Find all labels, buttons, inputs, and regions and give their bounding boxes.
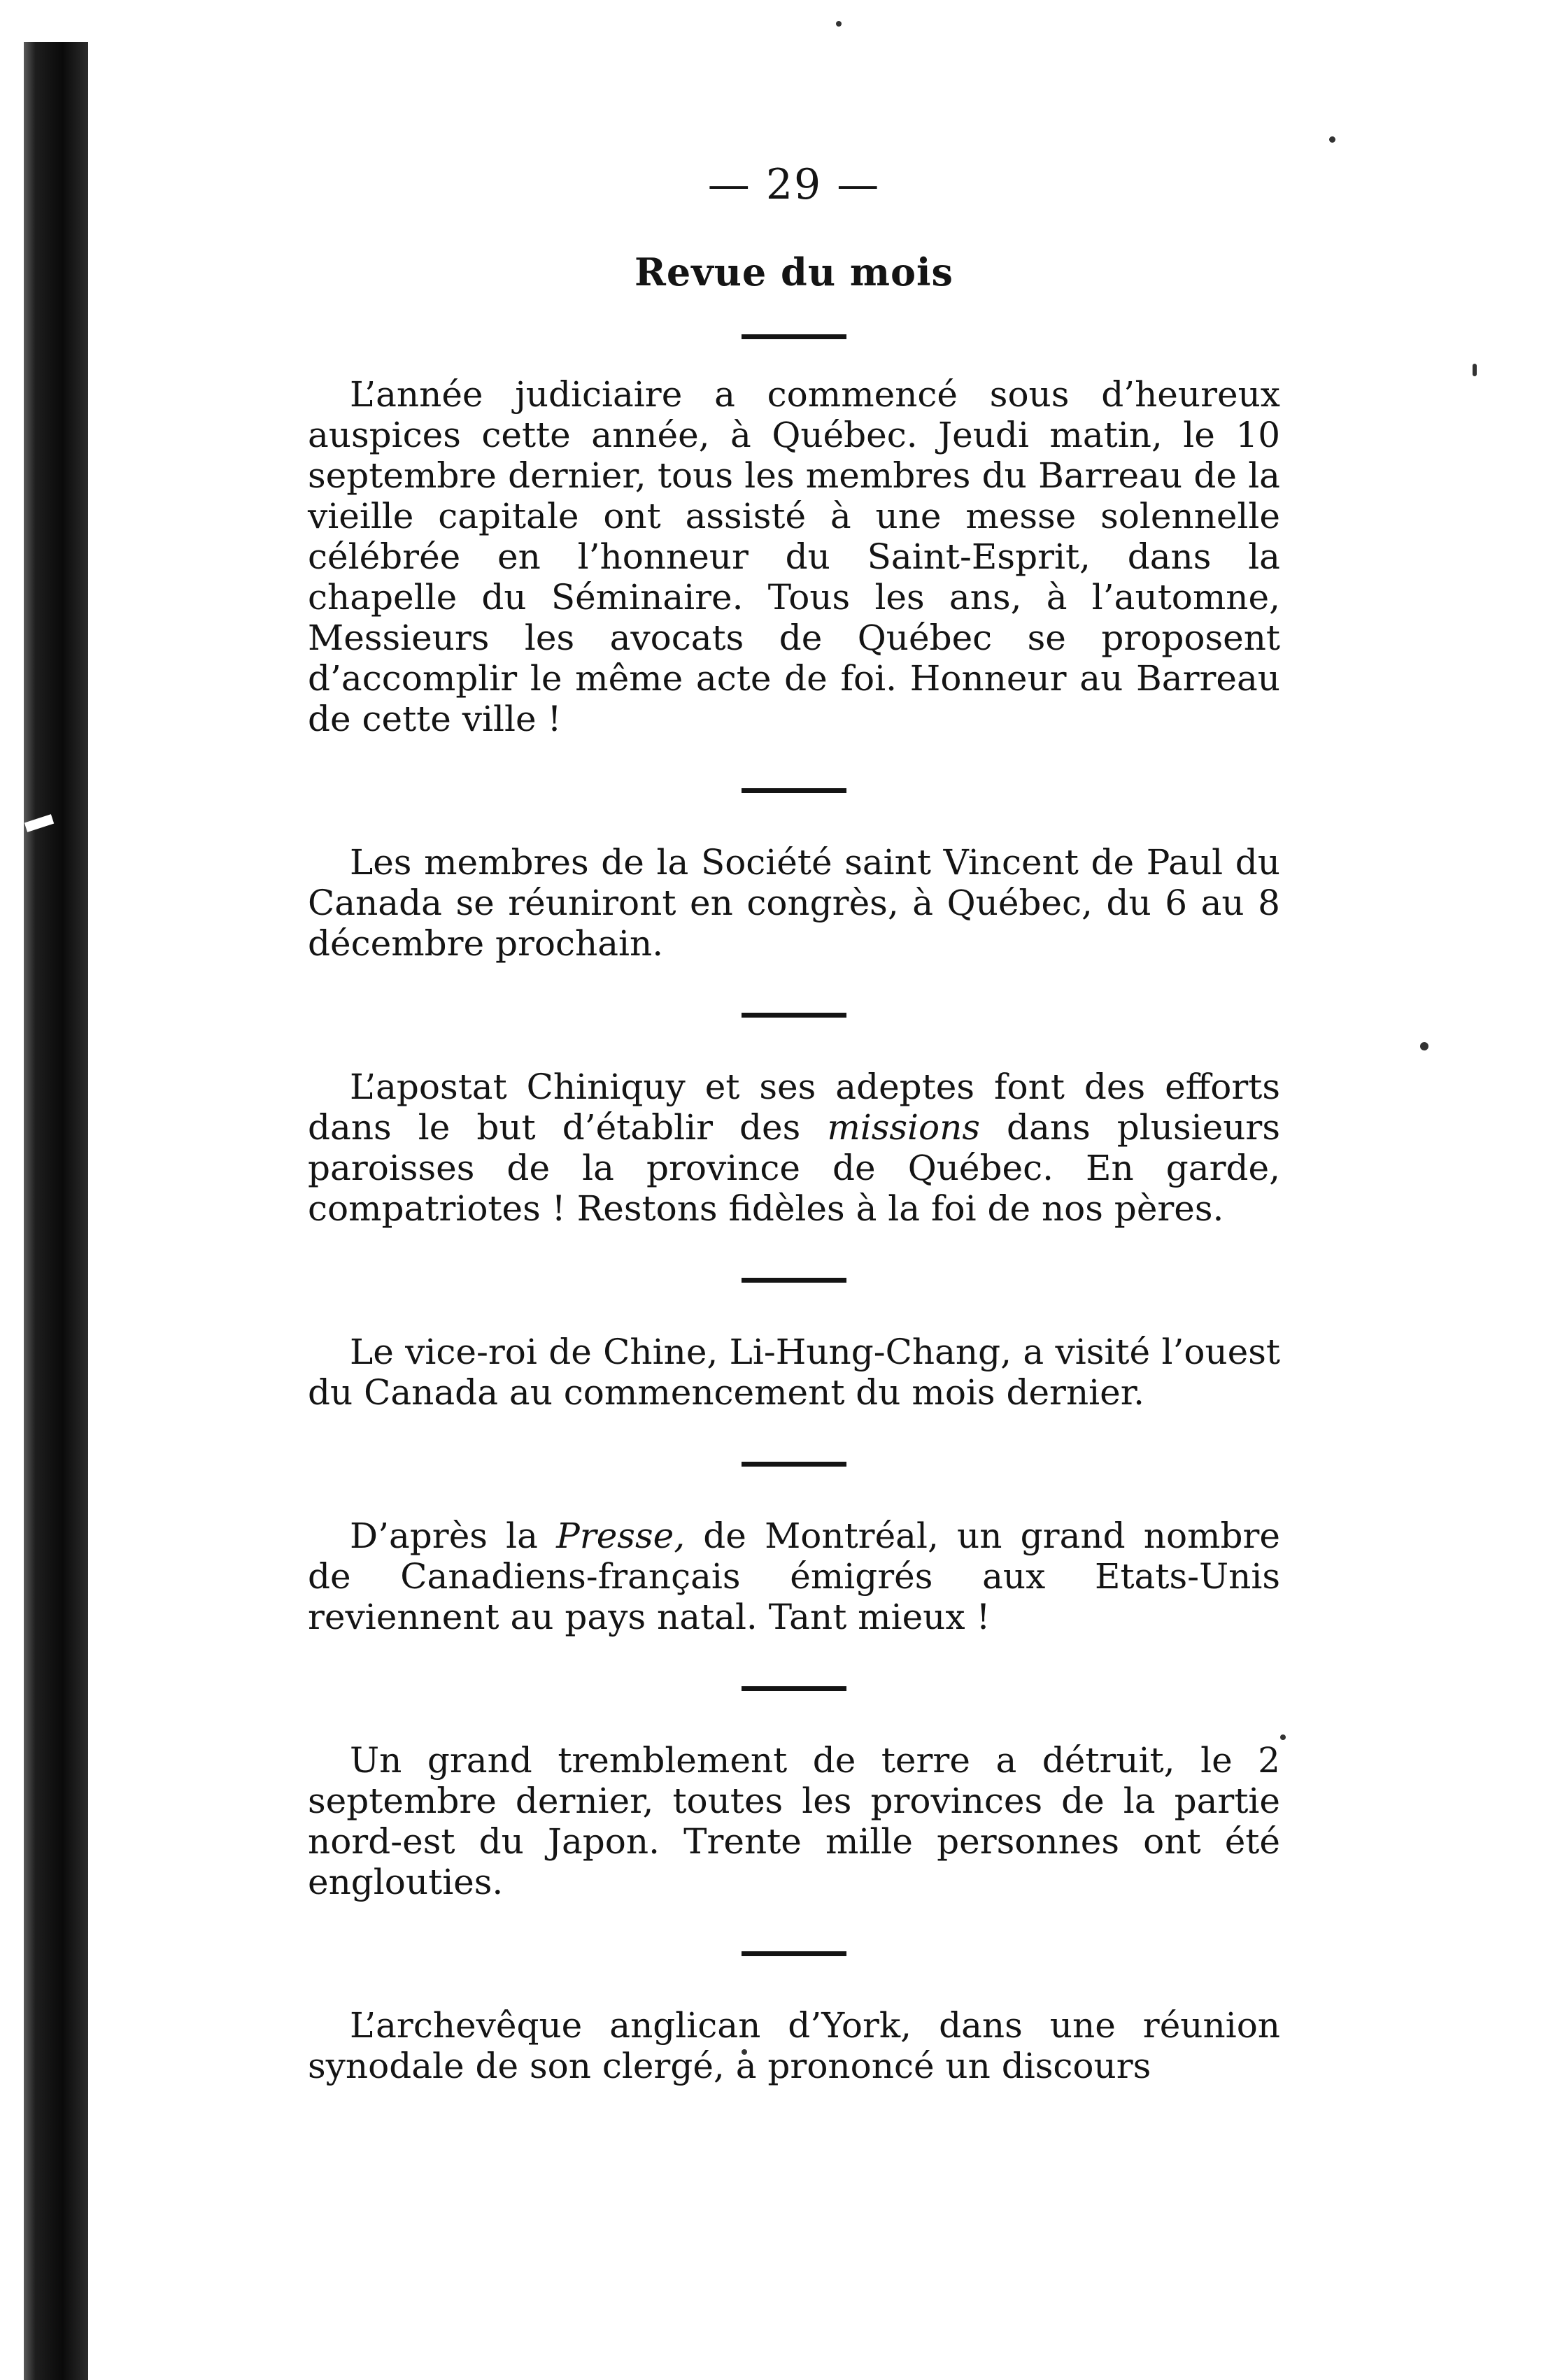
print-speck	[1280, 1734, 1286, 1740]
separator-rule	[742, 788, 846, 793]
article-text: L’archevêque anglican d’York, dans une réunion synodale de son clergé, a prononcé un discours	[308, 2005, 1280, 2086]
article-italic: missions	[827, 1107, 981, 1148]
separator-rule	[742, 1013, 846, 1018]
article-italic: Presse,	[556, 1516, 686, 1556]
print-speck	[1473, 364, 1477, 376]
article-text: Les membres de la Société saint Vincent de Paul du Canada se réuniront en congrès, à Québec, du 6 au 8 décembre prochain.	[308, 842, 1280, 964]
article-text: L’année judiciaire a commencé sous d’heureux auspices cette année, à Québec. Jeudi matin, le 10 septembre dernier, tous les membres du Barreau de la vieille capitale ont assisté à une messe solennelle célébrée en l’honneur du Saint-Esprit, dans la chapelle du Séminaire. Tous les ans, à l’automne, Messieurs les avocats de Québec se proposent d’accomplir le même acte de foi. Honneur au Barreau de cette ville !	[308, 374, 1280, 739]
article-paragraph	[308, 1516, 1280, 1637]
document-page	[308, 159, 1280, 2086]
article-text: Un grand tremblement de terre a détruit, le 2 septembre dernier, toutes les provinces de la partie nord-est du Japon. Trente mille personnes ont été englouties.	[308, 1740, 1280, 1902]
article-text: D’après la	[350, 1516, 557, 1556]
separator-rule	[742, 1686, 846, 1691]
print-speck	[1329, 136, 1335, 143]
article-paragraph	[308, 1740, 1280, 1902]
separator-rule	[742, 1951, 846, 1956]
article-paragraph	[308, 1067, 1280, 1229]
title-rule	[742, 334, 846, 339]
article-paragraph	[308, 1332, 1280, 1413]
article-paragraph	[308, 2005, 1280, 2086]
print-speck	[836, 21, 842, 27]
article-text: dans plusieurs paroisses de la province de Québec. En garde, compatriotes ! Restons fidèles à la foi de nos pères.	[308, 1107, 1280, 1229]
article-text: Le vice-roi de Chine, Li-Hung-Chang, a visité l’ouest du Canada au commencement du mois dernier.	[308, 1332, 1280, 1413]
article-paragraph	[308, 842, 1280, 964]
article-text: de Montréal, un grand nombre de Canadiens-français émigrés aux Etats-Unis reviennent au pays natal. Tant mieux !	[308, 1516, 1281, 1637]
separator-rule	[742, 1462, 846, 1467]
section-title: Revue du mois	[634, 250, 953, 294]
article-paragraph	[308, 374, 1280, 739]
page-number: — 29 —	[707, 160, 881, 209]
article-text: L’apostat Chiniquy et ses adeptes font des efforts dans le but d’établir des	[308, 1067, 1280, 1148]
page-edge-shadow	[24, 42, 88, 2380]
separator-rule	[742, 1278, 846, 1283]
print-speck	[1420, 1042, 1428, 1050]
